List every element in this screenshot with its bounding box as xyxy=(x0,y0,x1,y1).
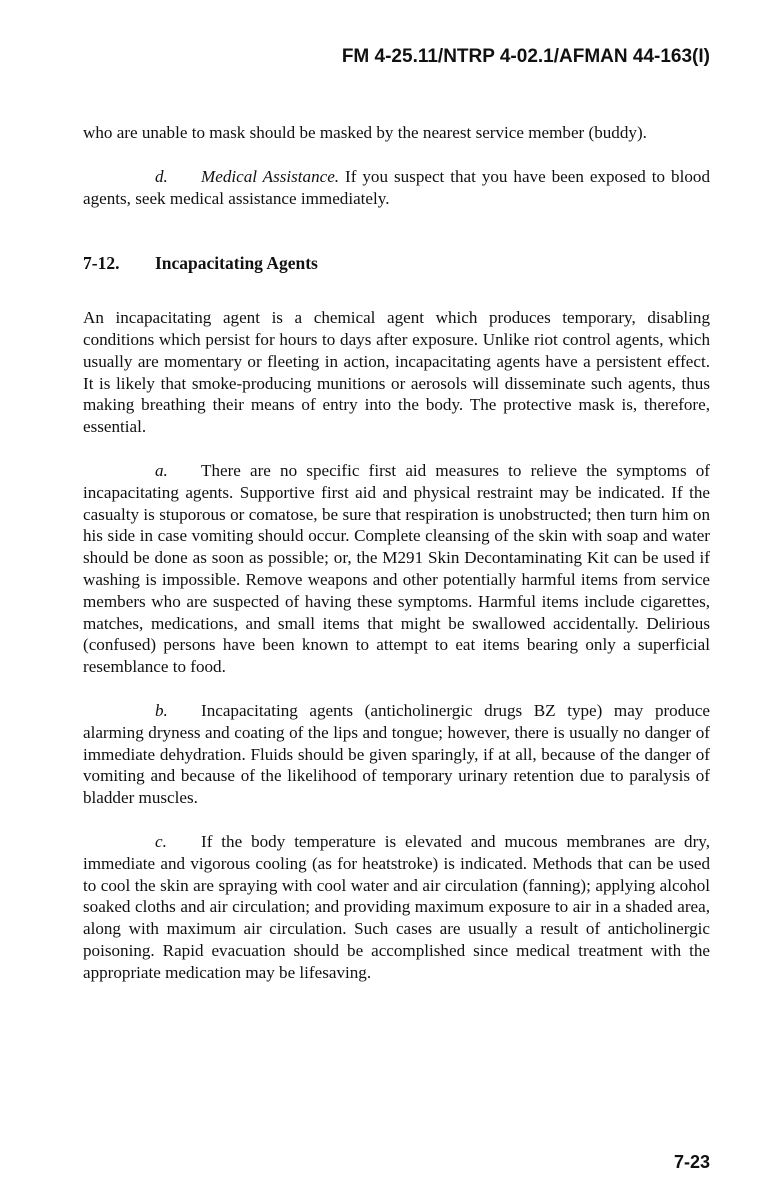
paragraph-a-text: There are no specific first aid measures to relieve the symptoms of incapacitating agents. Supportive first aid and physical restraint may be indicated. If the casualty is stuporous or comatose, be sure that respiration is unobstructed; then turn him on his side in case vomiting should occur. Complete cleansing of the skin with soap and water should be done as soon as possible; or, the M291 Skin Decontaminating Kit can be used if washing is impossible. Remove weapons and other potentially harmful items from service members who are suspected of having these symptoms. Harmful items include cigarettes, matches, medications, and small items that might be swallowed accidentally. Delirious (confused) persons have been known to attempt to eat items bearing only a superficial resemblance to food. xyxy=(83,460,710,677)
intro-paragraph: An incapacitating agent is a chemical agent which produces temporary, disabling conditions which persist for hours to days after exposure. Unlike riot control agents, which usually are momentary or fleeting in action, incapacitating agents have a persistent effect. It is likely that smoke-producing munitions or aerosols will disseminate such agents, thus making breathing their means of entry into the body. The protective mask is, therefore, essential. xyxy=(83,308,710,437)
paragraph-d-label: d. xyxy=(155,166,168,186)
document-header: FM 4-25.11/NTRP 4-02.1/AFMAN 44-163(I) xyxy=(341,46,710,67)
paragraph-a-label: a. xyxy=(155,460,168,480)
paragraph-a xyxy=(83,460,710,678)
page-number: 7-23 xyxy=(673,1152,710,1172)
paragraph-c xyxy=(83,831,710,984)
paragraph-c-text: If the body temperature is elevated and mucous membranes are dry, immediate and vigorous cooling (as for heatstroke) is indicated. Methods that can be used to cool the skin are spraying with cool water and air circulation (fanning); applying alcohol soaked cloths and air circulation; and providing maximum exposure to air in a shaded area, along with maximum air circulation. Such cases are usually a result of anticholinergic poisoning. Rapid evacuation should be accomplished since medical treatment with the appropriate medication may be lifesaving. xyxy=(83,831,710,982)
paragraph-b-text: Incapacitating agents (anticholinergic drugs BZ type) may produce alarming dryness and coating of the lips and tongue; however, there is usually no danger of immediate dehydration. Fluids should be given sparingly, if at all, because of the danger of vomiting and because of the likelihood of temporary urinary retention due to paralysis of bladder muscles. xyxy=(83,700,710,808)
paragraph-d xyxy=(83,166,710,210)
paragraph-b-label: b. xyxy=(155,700,168,720)
section-title: Incapacitating Agents xyxy=(155,253,318,274)
section-number: 7-12. xyxy=(83,253,120,274)
paragraph-d-title: Medical Assistance. xyxy=(201,166,340,186)
page-body xyxy=(83,122,710,984)
paragraph-d-text: If you suspect that you have been exposed to blood agents, seek medical assistance immediately. xyxy=(83,166,710,208)
section-heading xyxy=(83,253,710,275)
paragraph-c-label: c. xyxy=(155,831,167,851)
continuation-paragraph: who are unable to mask should be masked by the nearest service member (buddy). xyxy=(83,123,647,142)
paragraph-b xyxy=(83,700,710,809)
